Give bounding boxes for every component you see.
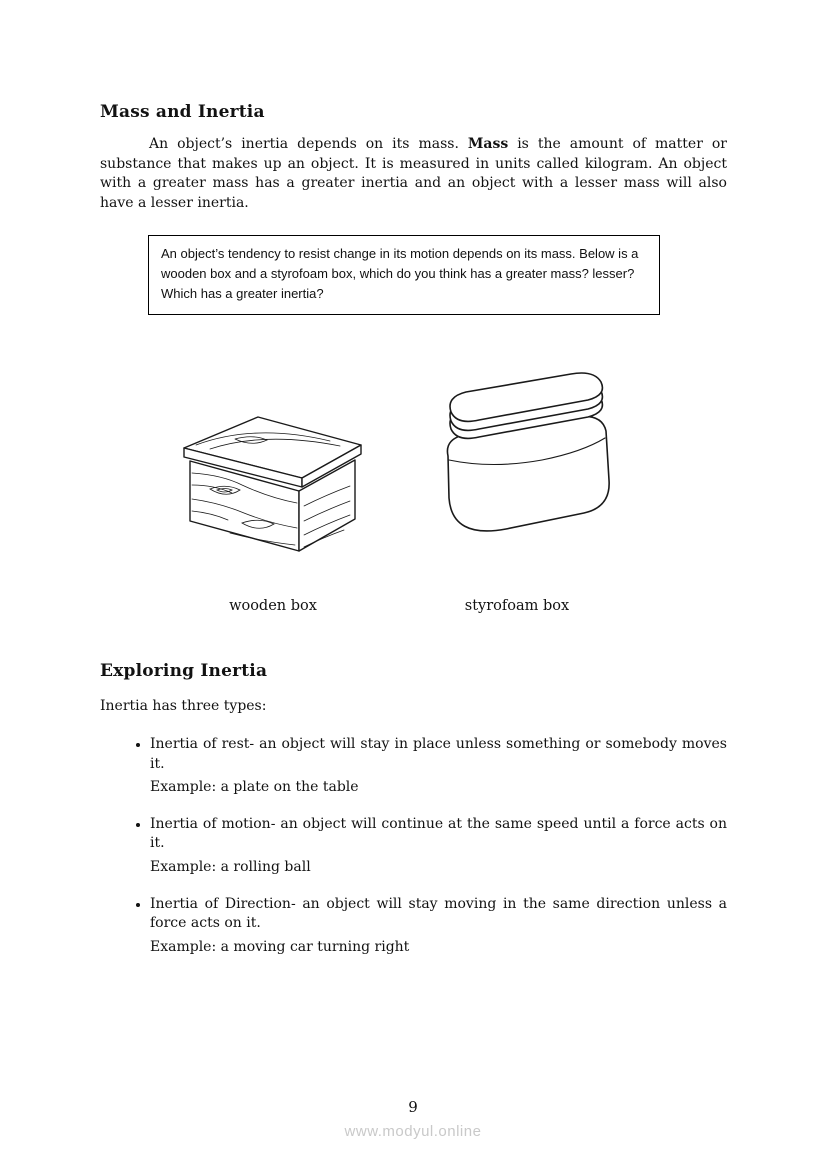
- list-item-inertia-of-direction: [150, 895, 727, 958]
- paragraph-text: An object’s inertia depends on its mass.: [149, 136, 468, 152]
- watermark-text: www.modyul.online: [344, 1123, 482, 1140]
- section-title-mass-and-inertia: Mass and Inertia: [100, 102, 265, 122]
- list-item-inertia-of-rest: [150, 735, 727, 798]
- list-item-text: • Inertia of rest- an object will stay in place unless something or somebody moves it.: [150, 735, 727, 772]
- page-number: 9: [408, 1098, 418, 1116]
- callout-text: An object’s tendency to resist change in its motion depends on its mass. Below is a wooden box and a styrofoam box, which do you think has a greater mass? lesser? Which has a greater inertia?: [161, 246, 639, 302]
- section-title-exploring-inertia: Exploring Inertia: [100, 661, 268, 682]
- figure-area: [100, 315, 727, 615]
- figure-caption-styrofoam-box: styrofoam box: [464, 598, 570, 615]
- types-intro-text: Inertia has three types:: [100, 698, 267, 715]
- figure-caption-wooden-box: wooden box: [229, 598, 317, 615]
- list-item-example: Example: a rolling ball: [150, 858, 311, 875]
- paragraph-text: is the amount of matter or substance that makes up an object. It is measured in units called kilogram. An object with a greater mass has a greater inertia and an object with a lesser mass will also have a lesser inertia.: [100, 136, 727, 211]
- intro-paragraph: [100, 135, 727, 213]
- list-item-text: • Inertia of Direction- an object will stay moving in the same direction unless a force acts on it.: [150, 895, 727, 932]
- wooden-box-illustration: [180, 411, 366, 557]
- list-item-text: • Inertia of motion- an object will continue at the same speed until a force acts on it.: [150, 815, 727, 852]
- list-item-inertia-of-motion: [150, 815, 727, 878]
- callout-box: [148, 235, 660, 315]
- inertia-types-list: [100, 735, 727, 957]
- list-item-example: Example: a moving car turning right: [150, 938, 410, 955]
- styrofoam-box-illustration: [437, 368, 613, 544]
- list-item-example: Example: a plate on the table: [150, 779, 359, 796]
- bold-term-mass: Mass: [467, 136, 509, 152]
